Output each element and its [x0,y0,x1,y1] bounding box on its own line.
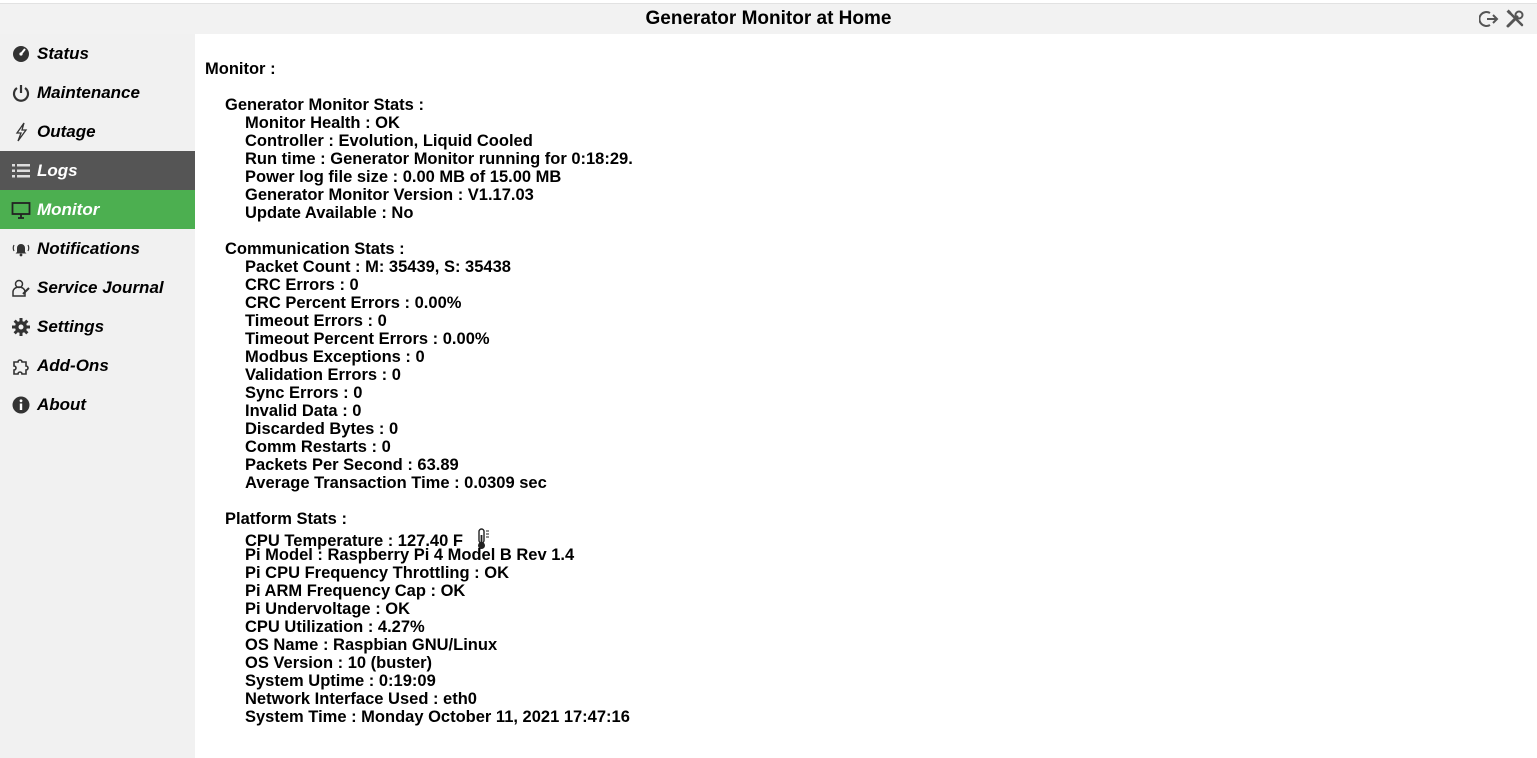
gear-icon [10,316,32,338]
monitor-heading: Monitor : [205,60,276,78]
stat-line: Validation Errors : 0 [245,366,401,384]
sidebar-item-about[interactable] [0,385,195,424]
stat-line: Pi ARM Frequency Cap : OK [245,582,466,600]
monitor-panel [205,60,1525,726]
stat-line: Run time : Generator Monitor running for 0:18:29. [245,150,633,168]
sidebar-item-label: Monitor [37,199,100,219]
sidebar-item-label: Service Journal [37,277,164,297]
stat-line: Average Transaction Time : 0.0309 sec [245,474,547,492]
sidebar-item-settings[interactable] [0,307,195,346]
stat-line: Pi Undervoltage : OK [245,600,411,618]
monitor-icon [10,199,32,221]
stat-line: Discarded Bytes : 0 [245,420,399,438]
sidebar-item-service-journal[interactable] [0,268,195,307]
stat-line: Modbus Exceptions : 0 [245,348,425,366]
stat-line: OS Name : Raspbian GNU/Linux [245,636,498,654]
stat-line-cpu-temperature [245,528,1525,550]
sidebar-item-label: Notifications [37,238,140,258]
gauge-icon [10,43,32,65]
stat-line: System Time : Monday October 11, 2021 17:47:16 [245,708,630,726]
cpu-temperature-text: CPU Temperature : 127.40 F [245,532,463,550]
sidebar-item-label: Settings [37,316,105,336]
logout-icon[interactable] [1479,9,1499,29]
generator-monitor-stats [225,96,1525,222]
lightning-icon [10,121,32,143]
stat-line: Invalid Data : 0 [245,402,362,420]
section-title: Communication Stats : [225,240,405,258]
sidebar-item-status[interactable] [0,34,195,73]
sidebar-item-logs[interactable] [0,151,195,190]
stat-line: Comm Restarts : 0 [245,438,391,456]
sidebar-item-label: Logs [37,160,78,180]
stat-line: Timeout Percent Errors : 0.00% [245,330,490,348]
sidebar-item-notifications[interactable] [0,229,195,268]
sidebar-item-label: Add-Ons [37,355,109,375]
stat-line: CRC Errors : 0 [245,276,359,294]
bell-icon [10,238,32,260]
stat-line: Pi Model : Raspberry Pi 4 Model B Rev 1.4 [245,546,575,564]
sidebar-nav [0,34,195,758]
platform-stats [225,510,1525,726]
sidebar-item-label: Outage [37,121,96,141]
stat-line: Timeout Errors : 0 [245,312,387,330]
stat-line: Controller : Evolution, Liquid Cooled [245,132,533,150]
list-icon [10,160,32,182]
stat-line: CRC Percent Errors : 0.00% [245,294,462,312]
stat-line: Sync Errors : 0 [245,384,363,402]
section-title: Generator Monitor Stats : [225,96,424,114]
stat-line: Packet Count : M: 35439, S: 35438 [245,258,511,276]
sidebar-item-label: Maintenance [37,82,140,102]
sidebar-item-monitor[interactable] [0,190,195,229]
stat-line: Network Interface Used : eth0 [245,690,477,708]
stat-line: Generator Monitor Version : V1.17.03 [245,186,534,204]
tools-icon[interactable] [1505,9,1525,29]
info-icon [10,394,32,416]
sidebar-item-maintenance[interactable] [0,73,195,112]
stat-line: Monitor Health : OK [245,114,400,132]
stat-line: Update Available : No [245,204,414,222]
sidebar-item-add-ons[interactable] [0,346,195,385]
title-bar [0,3,1537,34]
stat-line: System Uptime : 0:19:09 [245,672,436,690]
stat-line: Power log file size : 0.00 MB of 15.00 MB [245,168,562,186]
puzzle-icon [10,355,32,377]
communication-stats [225,240,1525,492]
sidebar-item-label: About [37,394,87,414]
stat-line: Packets Per Second : 63.89 [245,456,459,474]
journal-icon [10,277,32,299]
sidebar-item-outage[interactable] [0,112,195,151]
title-actions [1479,9,1525,29]
stat-line: OS Version : 10 (buster) [245,654,433,672]
page-title: Generator Monitor at Home [645,8,892,29]
section-title: Platform Stats : [225,510,347,528]
power-icon [10,82,32,104]
sidebar-item-label: Status [37,43,89,63]
stat-line: Pi CPU Frequency Throttling : OK [245,564,510,582]
stat-line: CPU Utilization : 4.27% [245,618,425,636]
